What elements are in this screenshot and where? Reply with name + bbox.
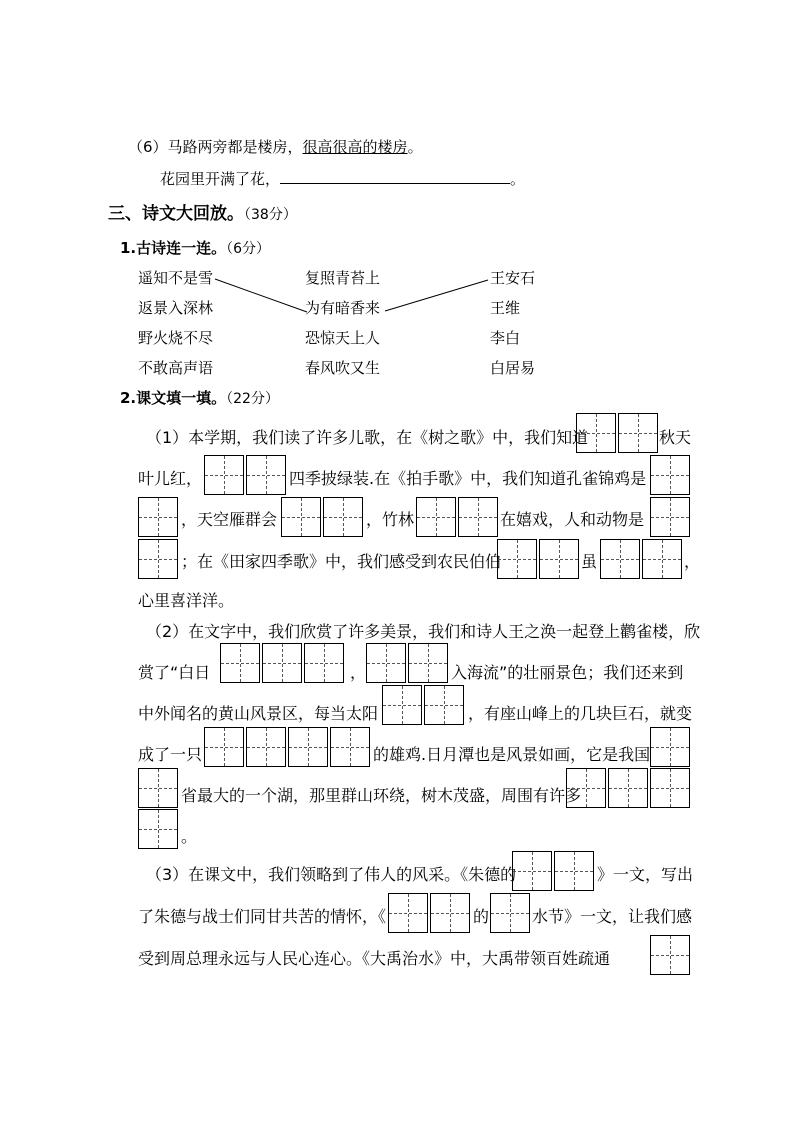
p1-text: 叶儿红， [138,469,203,488]
sub1-score: （6分） [226,241,271,257]
p3-text: 》一文，写出 [597,865,694,884]
q6-line2-start: 花园里开满了花， [160,170,281,188]
q6-underlined: 很高很高的楼房 [302,138,408,156]
char-box[interactable] [281,497,321,537]
p2-text: 中外闻名的黄山风景区，每当太阳 [138,704,379,723]
char-box[interactable] [576,413,616,453]
char-box[interactable] [246,455,286,495]
char-box[interactable] [642,539,682,579]
char-box[interactable] [262,643,302,683]
char-box[interactable] [330,727,370,767]
p2-text: 。 [181,827,198,846]
char-box[interactable] [416,497,456,537]
char-box[interactable] [650,768,690,808]
char-box[interactable] [246,727,286,767]
poem-col2-item[interactable]: 春风吹又生 [305,359,381,377]
p1-text: 秋天 [659,428,692,447]
poem-col1-item[interactable]: 返景入深林 [138,299,214,317]
p1-text: ；在《田家四季歌》中，我们感受到农民伯伯 [181,552,502,571]
sub1-title: 1.古诗连一连。 [120,239,227,257]
p3-text: 水节》一文，让我们感 [532,907,693,926]
poem-col1-item[interactable]: 不敢高声语 [138,359,214,377]
char-box[interactable] [650,455,690,495]
sub2-score: （22分） [226,391,279,407]
poem-col1-item[interactable]: 遥知不是雪 [138,269,214,287]
poem-col3-item[interactable]: 王安石 [490,269,536,287]
char-box[interactable] [204,727,244,767]
char-box[interactable] [512,851,552,891]
section3-title: 三、诗文大回放。 [108,204,244,224]
p2-text: 赏了“白日 [138,663,211,682]
char-box[interactable] [650,727,690,767]
char-box[interactable] [490,893,530,933]
q6-end: 。 [407,138,423,156]
p1-text: 心里喜洋洋。 [138,591,235,610]
char-box[interactable] [138,539,178,579]
poem-col2-item[interactable]: 为有暗香来 [305,299,381,317]
matching-line [385,280,488,311]
poem-col2-item[interactable]: 复照青苔上 [305,269,381,287]
char-box[interactable] [288,727,328,767]
section3-score: （38分） [244,207,297,223]
char-box[interactable] [388,893,428,933]
p1-text: 在嬉戏，人和动物是 [500,510,645,529]
char-box[interactable] [138,497,178,537]
char-box[interactable] [382,685,422,725]
poem-col1-item[interactable]: 野火烧不尽 [138,329,214,347]
char-box[interactable] [600,539,640,579]
p1-text: ， [684,552,701,571]
sub2-heading [120,388,279,409]
sub2-title: 2.课文填一填。 [120,389,227,407]
char-box[interactable] [458,497,498,537]
p3-text: 了朱德与战士们同甘共苦的情怀，《 [138,907,387,926]
char-box[interactable] [204,455,244,495]
char-box[interactable] [323,497,363,537]
p2-text: 入海流”的壮丽景色；我们还来到 [451,663,684,682]
char-box[interactable] [618,413,658,453]
char-box[interactable] [408,643,448,683]
poem-col3-item[interactable]: 白居易 [490,359,536,377]
char-box[interactable] [650,935,690,975]
char-box[interactable] [424,685,464,725]
p2-text: ， [350,663,367,682]
char-box[interactable] [430,893,470,933]
char-box[interactable] [220,643,260,683]
char-box[interactable] [566,768,606,808]
q6-label: （6）马路两旁都是楼房， [128,138,303,156]
char-box[interactable] [554,851,594,891]
p2-text: 省最大的一个湖，那里群山环绕，树木茂盛，周围有许多 [181,786,582,805]
char-box[interactable] [304,643,344,683]
poem-col3-item[interactable]: 王维 [490,299,521,317]
char-box[interactable] [366,643,406,683]
char-box[interactable] [608,768,648,808]
p2-text: 的雄鸡.日月潭也是风景如画，它是我国 [373,745,651,764]
poem-col3-item[interactable]: 李白 [490,329,521,347]
q6-line2-end: 。 [510,170,526,188]
p3-text: （3）在课文中，我们领略到了伟人的风采。《朱德的 [146,865,517,884]
p2-text: （2）在文字中，我们欣赏了许多美景，我们和诗人王之涣一起登上鹳雀楼，欣 [146,622,701,641]
p1-text: 四季披绿装.在《拍手歌》中，我们知道孔雀锦鸡是 [289,469,647,488]
char-box[interactable] [138,809,178,849]
p3-text: 受到周总理永远与人民心连心。《大禹治水》中，大禹带领百姓疏通 [138,949,611,968]
p2-text: 成了一只 [138,745,203,764]
char-box[interactable] [539,539,579,579]
p1-text: ，天空雁群会 [181,510,278,529]
poem-col2-item[interactable]: 恐惊天上人 [305,329,381,347]
p1-text: （1）本学期，我们读了许多儿歌，在《树之歌》中，我们知道 [146,428,589,447]
p1-text: 虽 [581,552,598,571]
p2-text: ，有座山峰上的几块巨石，就变 [468,704,693,723]
char-box[interactable] [650,497,690,537]
p1-text: ，竹林 [366,510,415,529]
matching-line [215,279,307,312]
p3-text: 的 [473,907,490,926]
char-box[interactable] [497,539,537,579]
char-box[interactable] [138,768,178,808]
